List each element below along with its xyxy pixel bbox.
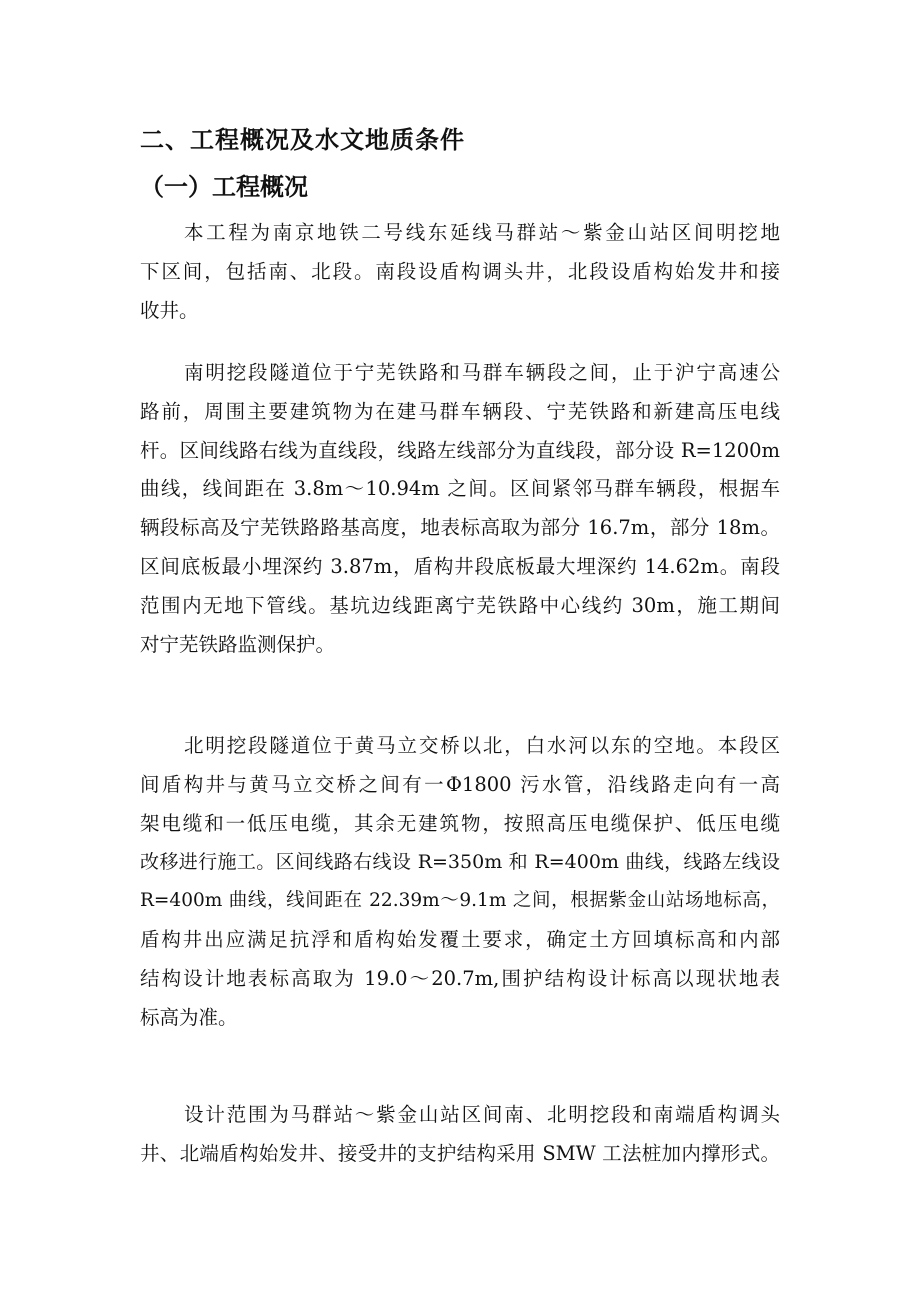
text-line: 收井。 <box>140 298 199 322</box>
text-line: 北明挖段隧道位于黄马立交桥以北，白水河以东的空地。本段区 <box>184 734 780 757</box>
paragraph-3 <box>140 727 780 1037</box>
text-line: 区间底板最小埋深约 3.87m，盾构井段底板最大埋深约 14.62m。南段 <box>140 554 780 578</box>
subsection-heading: （一）工程概况 <box>140 173 308 201</box>
text-line: 曲线，线间距在 3.8m～10.94m 之间。区间紧邻马群车辆段，根据车 <box>140 477 780 501</box>
text-line: 改移进行施工。区间线路右线设 R=350m 和 R=400m 曲线，线路左线设 <box>140 851 780 874</box>
paragraph-2 <box>140 354 780 664</box>
text-line: 下区间，包括南、北段。南段设盾构调头井，北段设盾构始发井和接 <box>140 259 780 283</box>
text-line: 路前，周围主要建筑物为在建马群车辆段、宁芜铁路和新建高压电线 <box>140 399 780 423</box>
text-line: 井、北端盾构始发井、接受井的支护结构采用 SMW 工法桩加内撑形式。 <box>140 1141 780 1165</box>
paragraph-4 <box>140 1096 780 1174</box>
text-line: R=400m 曲线，线间距在 22.39m～9.1m 之间，根据紫金山站场地标高， <box>140 890 780 912</box>
text-line: 辆段标高及宁芜铁路路基高度，地表标高取为部分 16.7m，部分 18m。 <box>140 516 780 540</box>
text-line: 间盾构井与黄马立交桥之间有一Φ1800 污水管，沿线路走向有一高 <box>140 772 780 796</box>
text-line: 盾构井出应满足抗浮和盾构始发覆土要求，确定土方回填标高和内部 <box>140 927 780 951</box>
text-line: 架电缆和一低压电缆，其余无建筑物，按照高压电缆保护、低压电缆 <box>140 811 780 835</box>
text-line: 南明挖段隧道位于宁芜铁路和马群车辆段之间，止于沪宁高速公 <box>184 361 780 384</box>
text-line: 设计范围为马群站～紫金山站区间南、北明挖段和南端盾构调头 <box>184 1103 780 1126</box>
section-heading: 二、工程概况及水文地质条件 <box>140 125 465 154</box>
paragraph-1 <box>140 214 780 330</box>
text-line: 对宁芜铁路监测保护。 <box>140 632 336 656</box>
text-line: 结构设计地表标高取为 19.0～20.7m,围护结构设计标高以现状地表 <box>140 966 780 990</box>
text-line: 标高为准。 <box>140 1005 238 1029</box>
text-line: 范围内无地下管线。基坑边线距离宁芜铁路中心线约 30m，施工期间 <box>140 593 780 617</box>
text-line: 杆。区间线路右线为直线段，线路左线部分为直线段，部分设 R=1200m <box>140 438 780 462</box>
text-line: 本工程为南京地铁二号线东延线马群站～紫金山站区间明挖地 <box>184 221 780 244</box>
